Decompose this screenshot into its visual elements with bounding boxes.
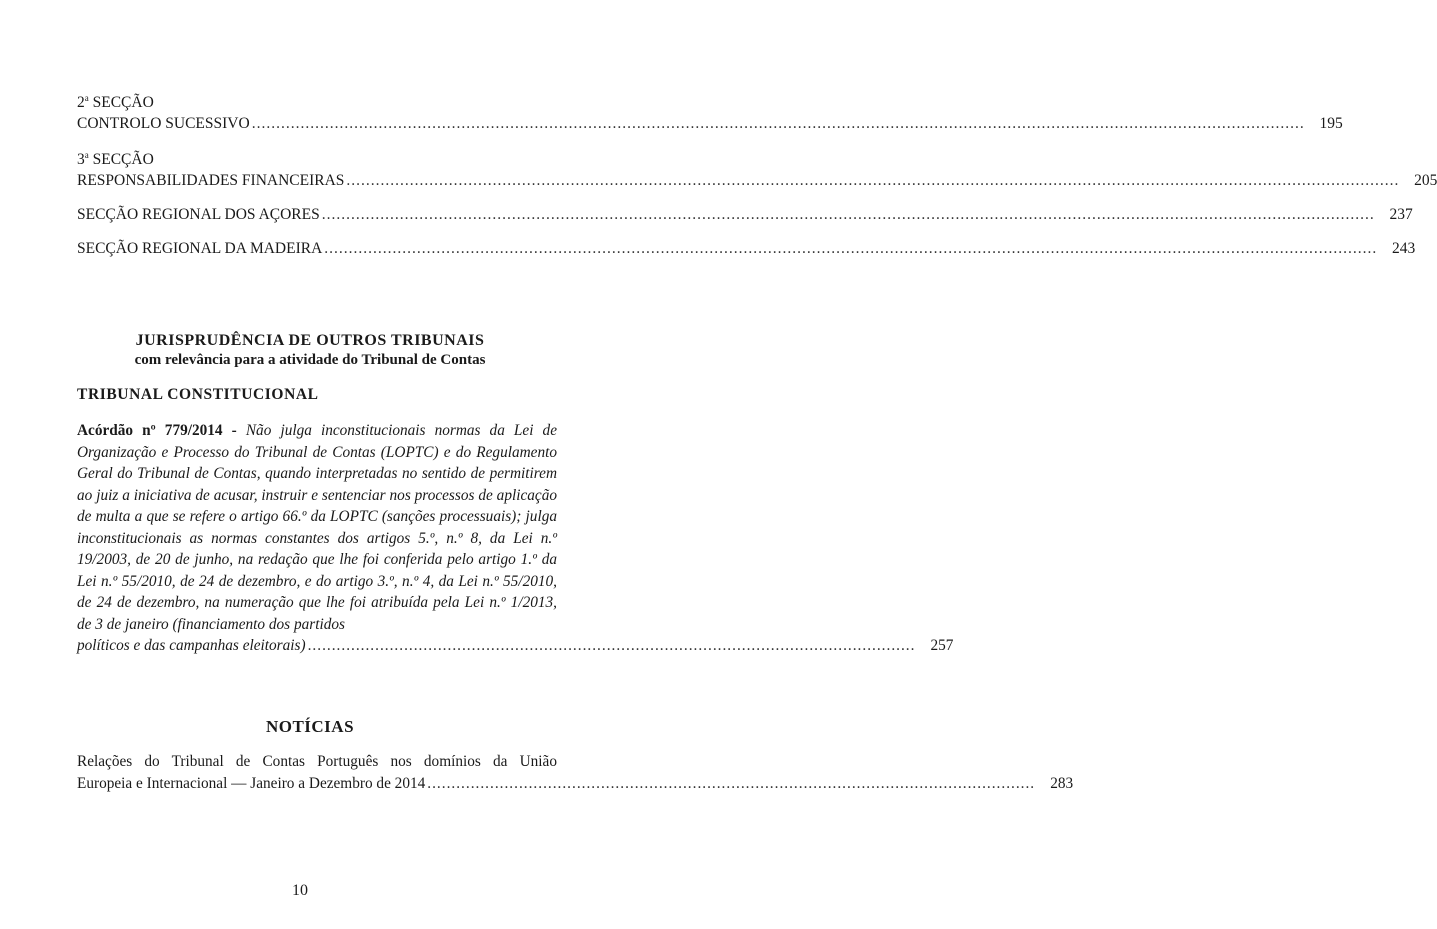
- toc-entry-acordao[interactable]: [77, 420, 954, 657]
- dot-leader: [324, 238, 1377, 259]
- news-text-last-line: Europeia e Internacional — Janeiro a Dezembro de 2014: [77, 774, 426, 792]
- acordao-dash: -: [222, 422, 246, 439]
- news-heading: NOTÍCIAS: [265, 717, 355, 736]
- toc-entry-title: SECÇÃO REGIONAL DA MADEIRA: [77, 240, 323, 257]
- dot-leader: [322, 204, 1375, 225]
- toc-entry-news[interactable]: [77, 751, 1074, 794]
- toc-entry-title: SECÇÃO REGIONAL DOS AÇORES: [77, 206, 320, 223]
- toc-entry-label: 2$^a$ SECÇÃO: [77, 92, 154, 111]
- dot-leader: [252, 113, 1305, 134]
- toc-entry-label: 3$^a$ SECÇÃO: [77, 149, 154, 168]
- toc-entry-title: CONTROLO SUCESSIVO: [77, 115, 250, 132]
- toc-page-number: 205: [1414, 172, 1437, 189]
- news-text: Relações do Tribunal de Contas Português nos domínios da União: [77, 753, 557, 770]
- toc-page-number: 257: [930, 637, 954, 654]
- toc-page-number: 243: [1392, 240, 1416, 257]
- toc-entry-madeira[interactable]: [77, 238, 1416, 259]
- toc-entry-title: RESPONSABILIDADES FINANCEIRAS: [77, 172, 345, 189]
- toc-entry-acores[interactable]: [77, 204, 1413, 225]
- acordao-summary: Não julga inconstitucionais normas da Lei de Organização e Processo do Tribunal de Contas (LOPTC) e do Regulamento Geral do Tribunal de Contas, quando interpretadas no sentido de permitirem ao juiz a iniciativa de acusar, instruir e sentenciar nos processos de aplicação de multa a que se refere o artigo 66.º da LOPTC (sanções processuais); julga inconstitucionais as normas constantes dos artigos 5.º, n.º 8, da Lei n.º 19/2003, de 20 de junho, na redação que lhe foi conferida pelo artigo 1.º da Lei n.º 55/2010, de 24 de dezembro, e do artigo 3.º, n.º 4, da Lei n.º 55/2010, de 24 de dezembro, na numeração que lhe foi atribuída pela Lei n.º 1/2013, de 3 de janeiro (financiamento dos partidos: [77, 422, 557, 633]
- section-title-tribunal-constitucional: TRIBUNAL CONSTITUCIONAL: [77, 386, 319, 403]
- jurisprudence-heading: JURISPRUDÊNCIA DE OUTROS TRIBUNAIS: [135, 332, 485, 349]
- toc-page-number: 283: [1050, 774, 1074, 792]
- toc-entry-3a-seccao[interactable]: [77, 149, 1437, 191]
- acordao-label: Acórdão nº 779/2014: [77, 422, 223, 439]
- acordao-summary-last-line: políticos e das campanhas eleitorais): [77, 637, 306, 654]
- dot-leader: ..............................................................................................................................: [307, 637, 916, 654]
- toc-entry-2a-seccao[interactable]: [77, 92, 1343, 134]
- toc-page-number: 195: [1319, 115, 1343, 132]
- toc-page-number: 237: [1389, 206, 1413, 223]
- dot-leader: [346, 170, 1399, 191]
- jurisprudence-subheading: com relevância para a atividade do Tribunal de Contas: [134, 352, 486, 368]
- page-number: 10: [292, 882, 308, 899]
- dot-leader: ..............................................................................................................................: [427, 774, 1036, 792]
